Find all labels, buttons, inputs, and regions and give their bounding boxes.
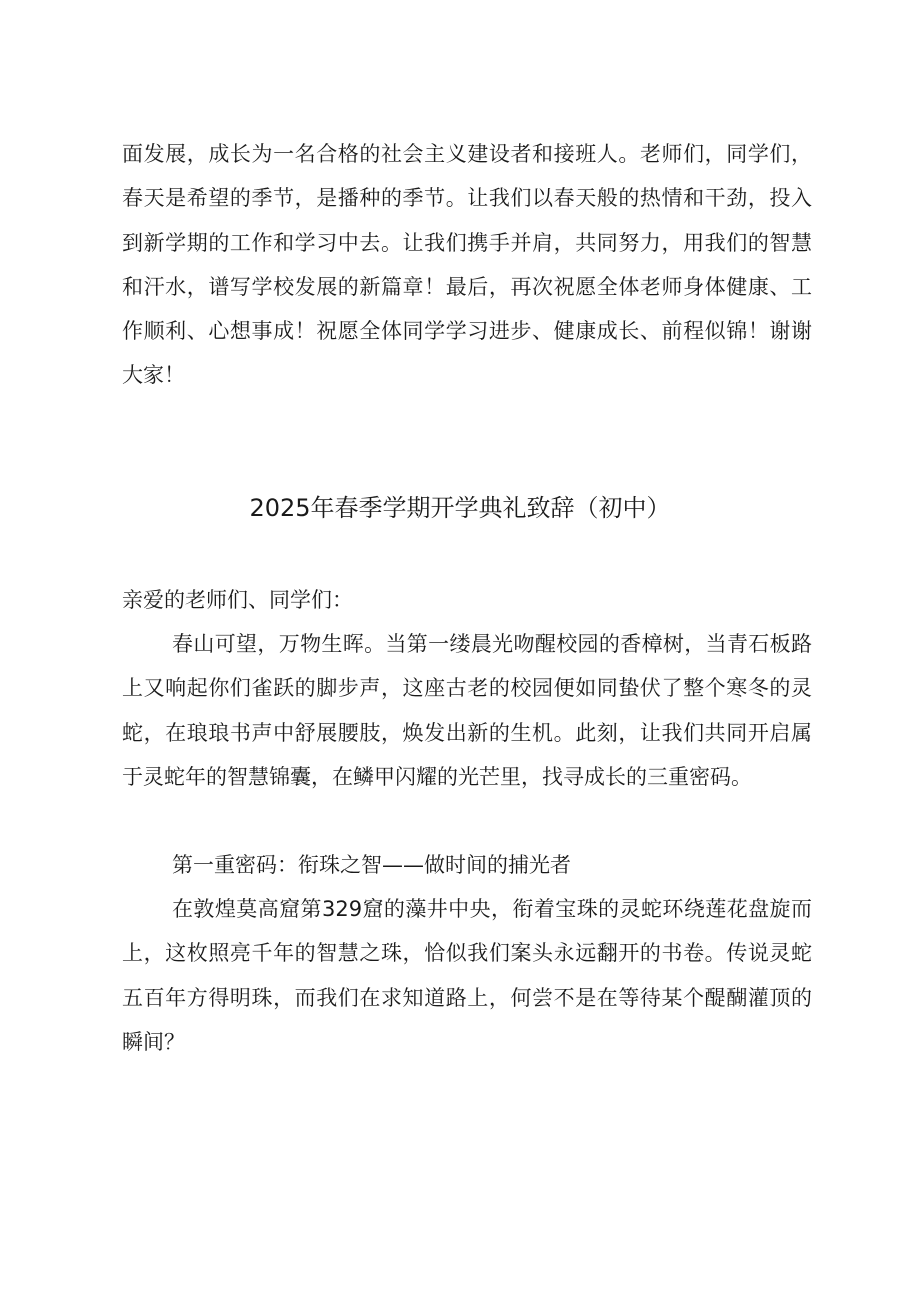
greeting-line: 亲爱的老师们、同学们： — [122, 588, 353, 612]
section-heading: 第一重密码：衔珠之智——做时间的捕光者 — [172, 853, 571, 877]
intro-paragraph: 春山可望，万物生晖。当第一缕晨光吻醒校园的香樟树，当青石板路上又响起你们雀跃的脚步声，这座古老的校园便如同蛰伏了整个寒冬的灵蛇，在琅琅书声中舒展腰肢，焕发出新的生机。此刻，让我们共同开启属于灵蛇年的智慧锦囊，在鳞甲闪耀的光芒里，找寻成长的三重密码。 — [122, 632, 812, 789]
continuation-paragraph: 面发展，成长为一名合格的社会主义建设者和接班人。老师们，同学们，春天是希望的季节，是播种的季节。让我们以春天般的热情和干劲，投入到新学期的工作和学习中去。让我们携手并肩，共同努力，用我们的智慧和汗水，谱写学校发展的新篇章！最后，再次祝愿全体老师身体健康、工作顺利、心想事成！祝愿全体同学学习进步、健康成长、前程似锦！谢谢大家！ — [122, 142, 812, 388]
speech-title: 2025年春季学期开学典礼致辞（初中） — [249, 494, 671, 522]
section-paragraph: 在敦煌莫高窟第329窟的藻井中央，衔着宝珠的灵蛇环绕莲花盘旋而上，这枚照亮千年的智慧之珠，恰似我们案头永远翻开的书卷。传说灵蛇五百年方得明珠，而我们在求知道路上，何尝不是在等待某个醍醐灌顶的瞬间？ — [122, 897, 812, 1054]
